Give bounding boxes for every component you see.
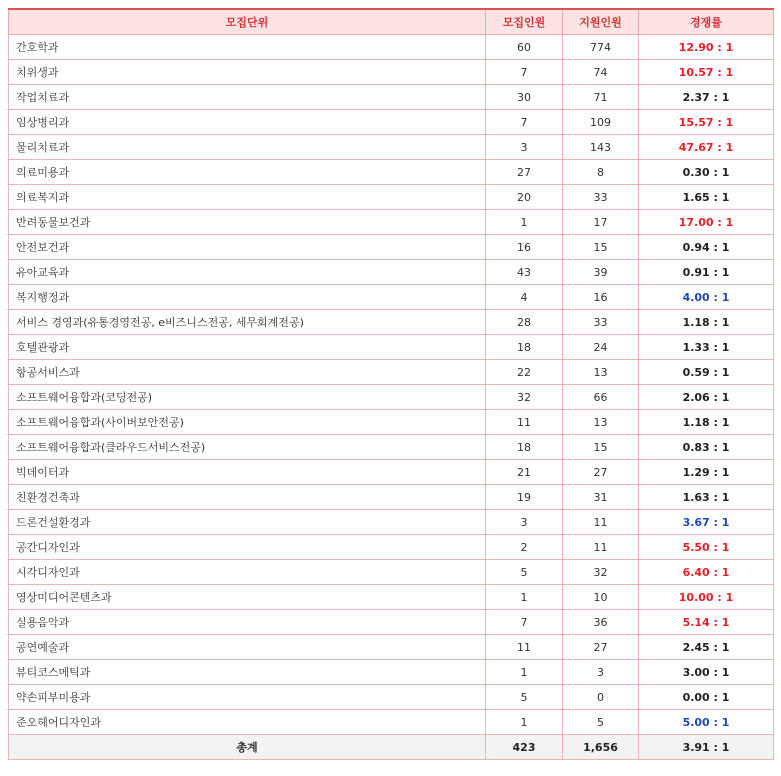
- cell-quota: 19: [486, 485, 563, 510]
- cell-quota: 1: [486, 210, 563, 235]
- table-row: [9, 535, 774, 560]
- cell-unit: 공연예술과: [9, 635, 486, 660]
- table-row: [9, 110, 774, 135]
- cell-ratio: 47.67 : 1: [639, 135, 774, 160]
- cell-quota: 27: [486, 160, 563, 185]
- cell-quota: 5: [486, 560, 563, 585]
- cell-applicants: 0: [563, 685, 639, 710]
- cell-unit: 뷰티코스메틱과: [9, 660, 486, 685]
- competition-rate-table-container: [8, 8, 773, 760]
- cell-unit: 안전보건과: [9, 235, 486, 260]
- cell-quota: 3: [486, 510, 563, 535]
- cell-ratio: 0.59 : 1: [639, 360, 774, 385]
- table-body: [9, 35, 774, 760]
- cell-ratio: 1.29 : 1: [639, 460, 774, 485]
- cell-ratio: 1.18 : 1: [639, 310, 774, 335]
- cell-ratio: 0.00 : 1: [639, 685, 774, 710]
- cell-unit: 임상병리과: [9, 110, 486, 135]
- cell-unit: 유아교육과: [9, 260, 486, 285]
- total-applicants: 1,656: [563, 735, 639, 760]
- cell-ratio: 12.90 : 1: [639, 35, 774, 60]
- header-applicants: 지원인원: [563, 9, 639, 35]
- cell-applicants: 11: [563, 535, 639, 560]
- cell-unit: 치위생과: [9, 60, 486, 85]
- cell-quota: 20: [486, 185, 563, 210]
- table-row: [9, 310, 774, 335]
- cell-unit: 서비스 경영과(유통경영전공, e비즈니스전공, 세무회계전공): [9, 310, 486, 335]
- cell-quota: 7: [486, 110, 563, 135]
- total-row: [9, 735, 774, 760]
- cell-ratio: 2.06 : 1: [639, 385, 774, 410]
- cell-applicants: 32: [563, 560, 639, 585]
- cell-ratio: 0.91 : 1: [639, 260, 774, 285]
- cell-ratio: 4.00 : 1: [639, 285, 774, 310]
- cell-quota: 21: [486, 460, 563, 485]
- cell-ratio: 10.00 : 1: [639, 585, 774, 610]
- cell-applicants: 71: [563, 85, 639, 110]
- cell-applicants: 27: [563, 460, 639, 485]
- cell-quota: 1: [486, 660, 563, 685]
- table-row: [9, 185, 774, 210]
- cell-quota: 3: [486, 135, 563, 160]
- total-quota: 423: [486, 735, 563, 760]
- cell-ratio: 5.14 : 1: [639, 610, 774, 635]
- table-row: [9, 60, 774, 85]
- cell-applicants: 11: [563, 510, 639, 535]
- cell-applicants: 5: [563, 710, 639, 735]
- table-row: [9, 160, 774, 185]
- table-row: [9, 660, 774, 685]
- total-ratio: 3.91 : 1: [639, 735, 774, 760]
- cell-unit: 소프트웨어융합과(코딩전공): [9, 385, 486, 410]
- table-row: [9, 685, 774, 710]
- cell-unit: 영상미디어콘텐츠과: [9, 585, 486, 610]
- cell-applicants: 143: [563, 135, 639, 160]
- cell-ratio: 1.65 : 1: [639, 185, 774, 210]
- cell-applicants: 16: [563, 285, 639, 310]
- cell-quota: 2: [486, 535, 563, 560]
- cell-applicants: 27: [563, 635, 639, 660]
- cell-unit: 호텔관광과: [9, 335, 486, 360]
- cell-ratio: 15.57 : 1: [639, 110, 774, 135]
- header-quota: 모집인원: [486, 9, 563, 35]
- table-row: [9, 485, 774, 510]
- cell-quota: 43: [486, 260, 563, 285]
- table-row: [9, 335, 774, 360]
- cell-ratio: 1.18 : 1: [639, 410, 774, 435]
- header-ratio: 경쟁률: [639, 9, 774, 35]
- table-row: [9, 135, 774, 160]
- cell-unit: 소프트웨어융합과(사이버보안전공): [9, 410, 486, 435]
- cell-applicants: 33: [563, 185, 639, 210]
- cell-applicants: 74: [563, 60, 639, 85]
- cell-unit: 약손피부미용과: [9, 685, 486, 710]
- cell-unit: 친환경건축과: [9, 485, 486, 510]
- cell-applicants: 8: [563, 160, 639, 185]
- cell-quota: 4: [486, 285, 563, 310]
- table-row: [9, 460, 774, 485]
- cell-ratio: 0.83 : 1: [639, 435, 774, 460]
- cell-quota: 18: [486, 335, 563, 360]
- competition-rate-table: [8, 8, 774, 760]
- table-row: [9, 385, 774, 410]
- cell-ratio: 5.00 : 1: [639, 710, 774, 735]
- cell-unit: 소프트웨어융합과(클라우드서비스전공): [9, 435, 486, 460]
- cell-unit: 실용음악과: [9, 610, 486, 635]
- cell-ratio: 3.67 : 1: [639, 510, 774, 535]
- table-row: [9, 510, 774, 535]
- cell-applicants: 15: [563, 235, 639, 260]
- cell-unit: 시각디자인과: [9, 560, 486, 585]
- table-row: [9, 435, 774, 460]
- table-row: [9, 560, 774, 585]
- cell-quota: 11: [486, 635, 563, 660]
- table-row: [9, 210, 774, 235]
- cell-unit: 반려동물보건과: [9, 210, 486, 235]
- cell-unit: 항공서비스과: [9, 360, 486, 385]
- cell-quota: 7: [486, 610, 563, 635]
- cell-applicants: 33: [563, 310, 639, 335]
- cell-ratio: 5.50 : 1: [639, 535, 774, 560]
- cell-applicants: 3: [563, 660, 639, 685]
- cell-unit: 공간디자인과: [9, 535, 486, 560]
- cell-unit: 복지행정과: [9, 285, 486, 310]
- cell-unit: 물리치료과: [9, 135, 486, 160]
- cell-quota: 60: [486, 35, 563, 60]
- cell-unit: 준오헤어디자인과: [9, 710, 486, 735]
- cell-applicants: 17: [563, 210, 639, 235]
- cell-applicants: 36: [563, 610, 639, 635]
- cell-ratio: 0.94 : 1: [639, 235, 774, 260]
- table-row: [9, 235, 774, 260]
- cell-quota: 32: [486, 385, 563, 410]
- cell-applicants: 109: [563, 110, 639, 135]
- cell-applicants: 10: [563, 585, 639, 610]
- cell-quota: 1: [486, 710, 563, 735]
- cell-unit: 간호학과: [9, 35, 486, 60]
- table-row: [9, 35, 774, 60]
- total-label: 총계: [9, 735, 486, 760]
- cell-ratio: 1.63 : 1: [639, 485, 774, 510]
- cell-quota: 28: [486, 310, 563, 335]
- cell-applicants: 13: [563, 410, 639, 435]
- cell-ratio: 2.37 : 1: [639, 85, 774, 110]
- cell-quota: 16: [486, 235, 563, 260]
- cell-unit: 드론건설환경과: [9, 510, 486, 535]
- cell-quota: 22: [486, 360, 563, 385]
- cell-ratio: 10.57 : 1: [639, 60, 774, 85]
- table-row: [9, 710, 774, 735]
- cell-quota: 7: [486, 60, 563, 85]
- cell-quota: 1: [486, 585, 563, 610]
- cell-unit: 작업치료과: [9, 85, 486, 110]
- cell-applicants: 15: [563, 435, 639, 460]
- table-row: [9, 410, 774, 435]
- cell-ratio: 0.30 : 1: [639, 160, 774, 185]
- cell-ratio: 2.45 : 1: [639, 635, 774, 660]
- cell-applicants: 774: [563, 35, 639, 60]
- cell-ratio: 3.00 : 1: [639, 660, 774, 685]
- cell-unit: 의료복지과: [9, 185, 486, 210]
- header-unit: 모집단위: [9, 9, 486, 35]
- cell-quota: 30: [486, 85, 563, 110]
- table-row: [9, 360, 774, 385]
- table-row: [9, 85, 774, 110]
- table-row: [9, 285, 774, 310]
- table-header: [9, 9, 774, 35]
- table-row: [9, 585, 774, 610]
- cell-applicants: 31: [563, 485, 639, 510]
- table-row: [9, 635, 774, 660]
- cell-applicants: 39: [563, 260, 639, 285]
- cell-quota: 11: [486, 410, 563, 435]
- cell-ratio: 17.00 : 1: [639, 210, 774, 235]
- cell-ratio: 1.33 : 1: [639, 335, 774, 360]
- table-row: [9, 610, 774, 635]
- cell-unit: 빅데이터과: [9, 460, 486, 485]
- cell-unit: 의료미용과: [9, 160, 486, 185]
- cell-applicants: 66: [563, 385, 639, 410]
- cell-quota: 5: [486, 685, 563, 710]
- header-row: [9, 9, 774, 35]
- cell-ratio: 6.40 : 1: [639, 560, 774, 585]
- cell-applicants: 24: [563, 335, 639, 360]
- table-row: [9, 260, 774, 285]
- cell-quota: 18: [486, 435, 563, 460]
- cell-applicants: 13: [563, 360, 639, 385]
